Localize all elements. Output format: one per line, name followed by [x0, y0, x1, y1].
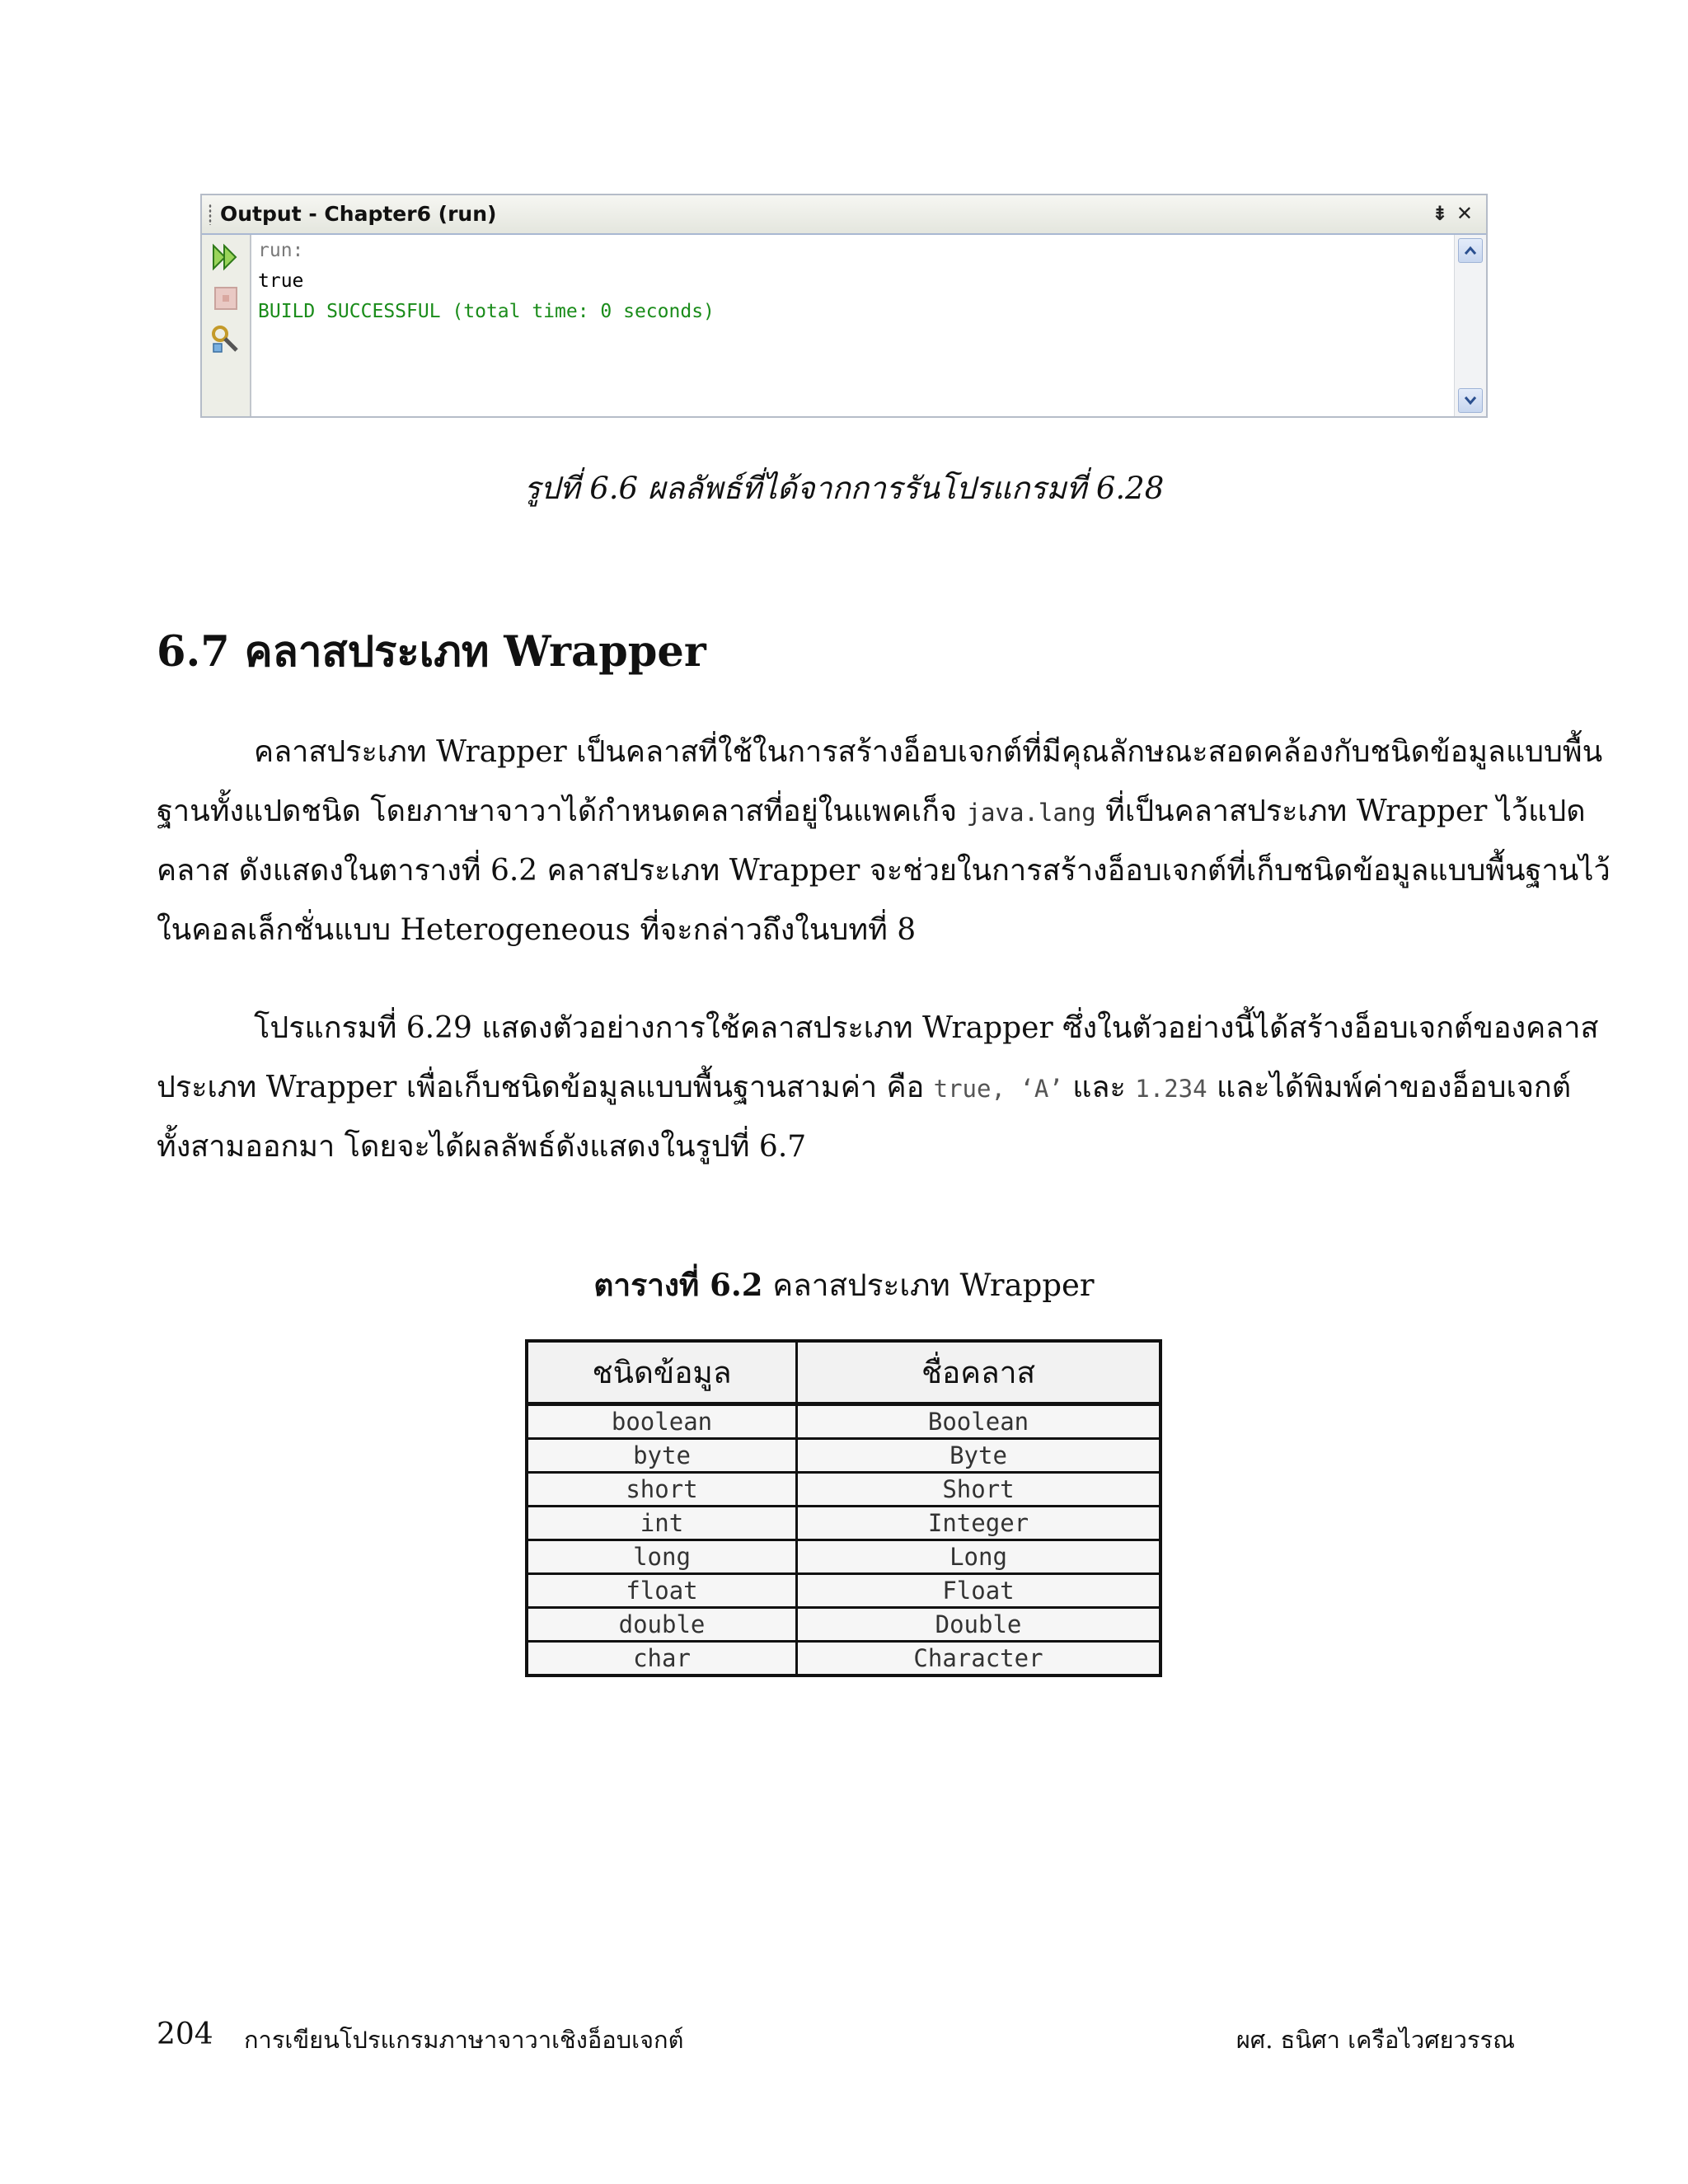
- paragraph-line: ทั้งสามออกมา โดยจะได้ผลลัพธ์ดังแสดงในรูปที่ 6.7: [157, 1130, 807, 1164]
- text-run: ประเภท Wrapper เพื่อเก็บชนิดข้อมูลแบบพื้นฐานสามค่า คือ: [157, 1071, 934, 1104]
- text-run: และได้พิมพ์ค่าของอ็อบเจกต์: [1207, 1071, 1572, 1104]
- output-panel-title: Output - Chapter6 (run): [220, 202, 497, 226]
- text-run: ฐานทั้งแปดชนิด โดยภาษาจาวาได้กำหนดคลาสที่อยู่ในแพคเก็จ: [157, 794, 967, 828]
- figure-caption: รูปที่ 6.6 ผลลัพธ์ที่ได้จากการรันโปรแกรมที่ 6.28: [523, 471, 1165, 506]
- section-heading: 6.7 คลาสประเภท Wrapper: [157, 627, 706, 677]
- output-console[interactable]: [251, 235, 1455, 416]
- inline-code: java.lang: [966, 799, 1096, 827]
- paragraph-line: [157, 1058, 1572, 1118]
- table-row: [527, 1574, 1160, 1608]
- vertical-scrollbar[interactable]: [1454, 235, 1486, 416]
- wrapper-class-table: [525, 1339, 1162, 1677]
- paragraph-wrapper-intro: [157, 723, 1611, 960]
- table-row: [527, 1642, 1160, 1676]
- cell-wrapper-class: Short: [797, 1473, 1161, 1507]
- table-row: [527, 1608, 1160, 1642]
- output-panel-titlebar: [202, 195, 1486, 235]
- paragraph-program-example: [157, 999, 1599, 1177]
- console-line-build-status: BUILD SUCCESSFUL (total time: 0 seconds): [258, 301, 715, 322]
- cell-primitive-type: double: [527, 1608, 797, 1642]
- output-panel: [200, 194, 1488, 418]
- stop-icon[interactable]: [210, 283, 241, 314]
- inline-code: 1.234: [1135, 1075, 1207, 1103]
- table-row: [527, 1439, 1160, 1473]
- rerun-icon[interactable]: [210, 241, 241, 273]
- table-row: [527, 1540, 1160, 1574]
- drag-grip-icon[interactable]: [209, 204, 212, 225]
- inline-code: true, ‘A’: [933, 1075, 1063, 1103]
- text-run: ที่เป็นคลาสประเภท Wrapper ไว้แปด: [1095, 794, 1586, 828]
- chevron-up-icon: [1464, 245, 1477, 256]
- table-header-row: [527, 1341, 1160, 1404]
- output-toolbar: [202, 235, 251, 416]
- table-caption-number: ตารางที่ 6.2: [593, 1267, 763, 1303]
- close-icon[interactable]: ✕: [1456, 202, 1473, 225]
- cell-primitive-type: float: [527, 1574, 797, 1608]
- paragraph-line: คลาสประเภท Wrapper เป็นคลาสที่ใช้ในการสร้างอ็อบเจกต์ที่มีคุณลักษณะสอดคล้องกับชนิดข้อมูลแบบพื้น: [254, 735, 1603, 769]
- cell-primitive-type: short: [527, 1473, 797, 1507]
- cell-primitive-type: char: [527, 1642, 797, 1676]
- cell-wrapper-class: Double: [797, 1608, 1161, 1642]
- cell-primitive-type: int: [527, 1507, 797, 1540]
- page-number: 204: [157, 2018, 213, 2051]
- header-class-name: ชื่อคลาส: [797, 1341, 1161, 1404]
- cell-wrapper-class: Integer: [797, 1507, 1161, 1540]
- cell-wrapper-class: Long: [797, 1540, 1161, 1574]
- cell-wrapper-class: Character: [797, 1642, 1161, 1676]
- cell-wrapper-class: Boolean: [797, 1404, 1161, 1439]
- chevron-down-icon: [1464, 395, 1477, 406]
- cell-wrapper-class: Byte: [797, 1439, 1161, 1473]
- table-caption: [0, 1261, 1688, 1310]
- options-icon[interactable]: [210, 324, 241, 355]
- table-row: [527, 1404, 1160, 1439]
- running-footer-title: การเขียนโปรแกรมภาษาจาวาเชิงอ็อบเจกต์: [244, 2026, 684, 2054]
- header-data-type: ชนิดข้อมูล: [527, 1341, 797, 1404]
- cell-primitive-type: boolean: [527, 1404, 797, 1439]
- table-row: [527, 1507, 1160, 1540]
- running-footer-author: ผศ. ธนิศา เครือไวศยวรรณ: [1236, 2026, 1515, 2054]
- console-line-run: run:: [258, 240, 304, 261]
- paragraph-line: โปรแกรมที่ 6.29 แสดงตัวอย่างการใช้คลาสประเภท Wrapper ซึ่งในตัวอย่างนี้ได้สร้างอ็อบเจกต์ของคลาส: [254, 1011, 1599, 1045]
- cell-primitive-type: long: [527, 1540, 797, 1574]
- paragraph-line: ในคอลเล็กชั่นแบบ Heterogeneous ที่จะกล่าวถึงในบทที่ 8: [157, 913, 917, 947]
- cell-wrapper-class: Float: [797, 1574, 1161, 1608]
- paragraph-line: คลาส ดังแสดงในตารางที่ 6.2 คลาสประเภท Wrapper จะช่วยในการสร้างอ็อบเจกต์ที่เก็บชนิดข้อมูลแบบพื้นฐานไว้: [157, 854, 1611, 888]
- table-caption-text: คลาสประเภท Wrapper: [762, 1268, 1095, 1303]
- scroll-down-button[interactable]: [1458, 388, 1483, 413]
- cell-primitive-type: byte: [527, 1439, 797, 1473]
- paragraph-line: [157, 782, 1586, 841]
- text-run: และ: [1062, 1071, 1136, 1104]
- table-row: [527, 1473, 1160, 1507]
- minimize-window-icon[interactable]: ⇟: [1431, 202, 1448, 225]
- scroll-up-button[interactable]: [1458, 238, 1483, 263]
- console-line-result: true: [258, 270, 304, 292]
